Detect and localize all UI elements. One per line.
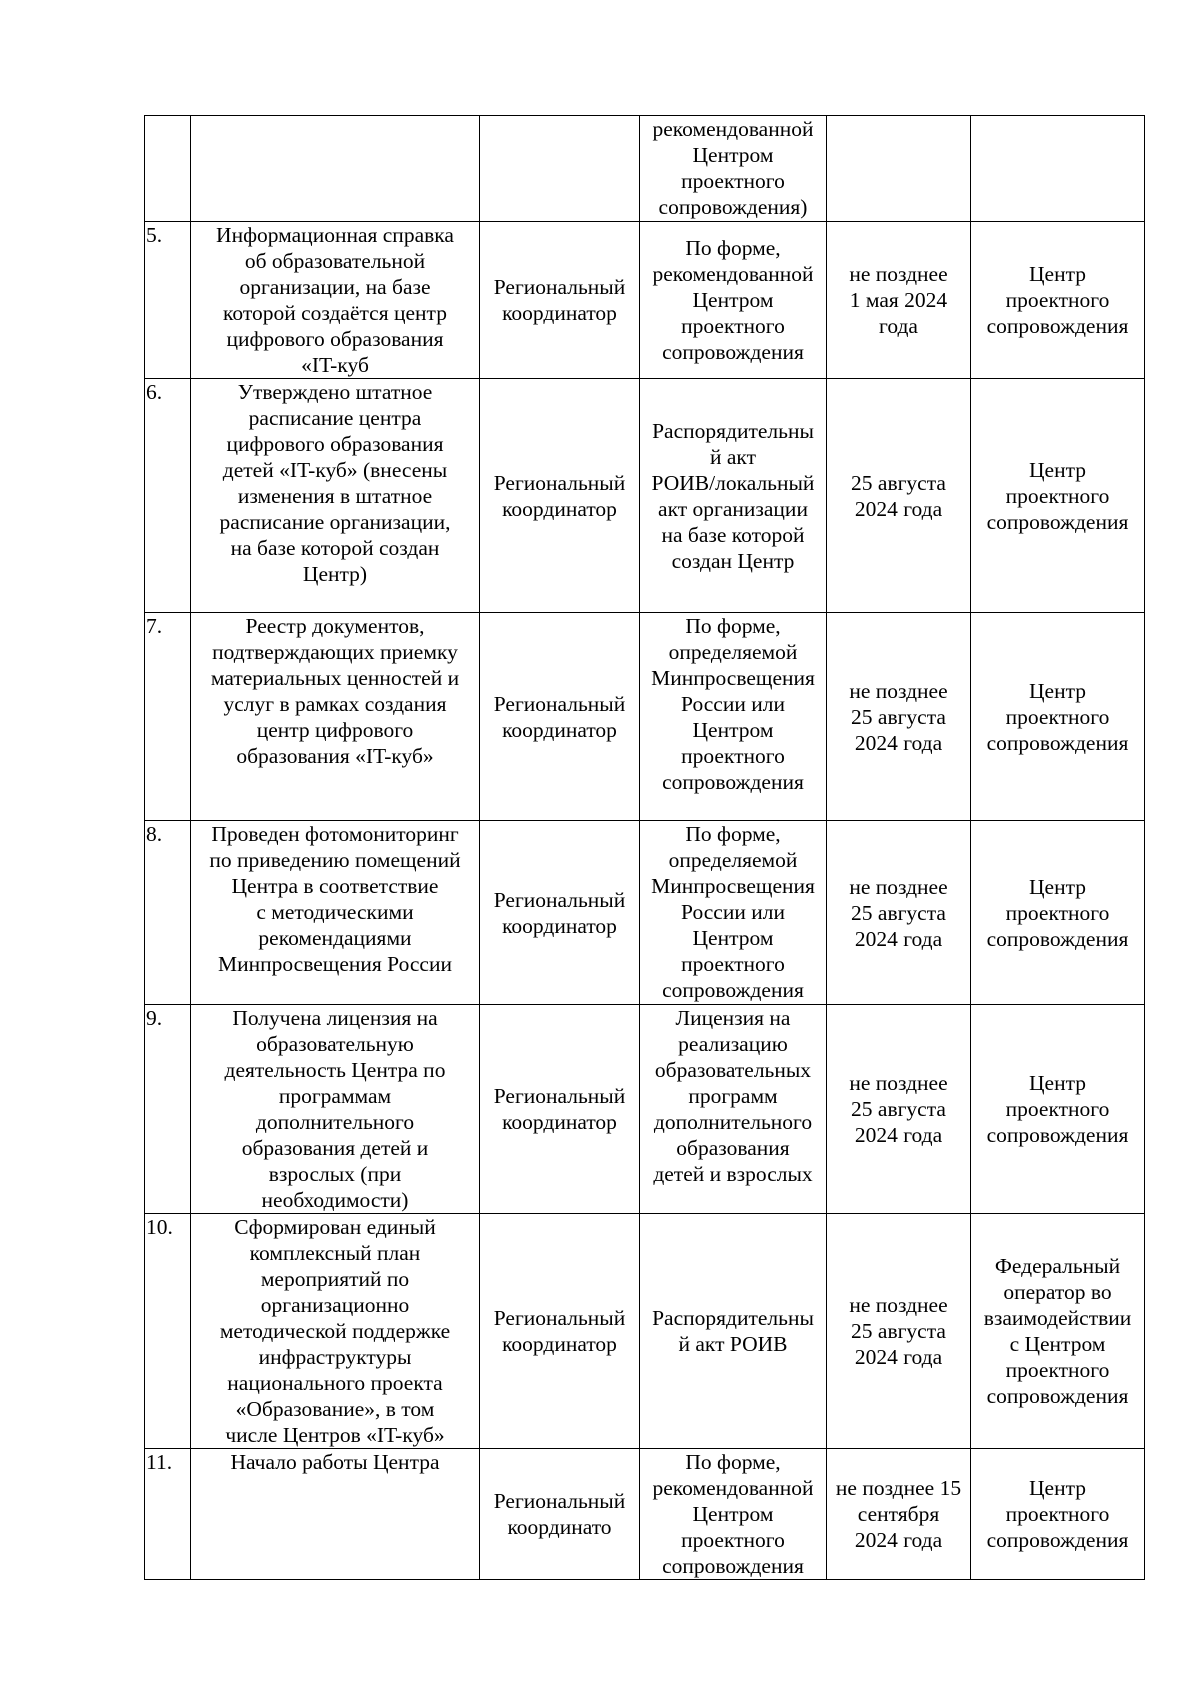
responsible: Региональный координатор bbox=[480, 613, 640, 821]
deadline: не позднее 25 августа 2024 года bbox=[827, 613, 971, 821]
deadline bbox=[827, 116, 971, 222]
document-form: По форме, рекомендованной Центром проектного сопровождения bbox=[640, 1449, 827, 1580]
item-name: Проведен фотомониторинг по приведению помещений Центра в соответствие с методическими рекомендациями Минпросвещения России bbox=[191, 821, 480, 1005]
table-row bbox=[145, 1214, 1145, 1449]
responsible: Региональный координатор bbox=[480, 1005, 640, 1214]
table-row bbox=[145, 613, 1145, 821]
item-name: Реестр документов, подтверждающих приемку материальных ценностей и услуг в рамках создания центр цифрового образования «IT-куб» bbox=[191, 613, 480, 821]
recipient: Центр проектного сопровождения bbox=[971, 1005, 1145, 1214]
row-number: 8. bbox=[145, 821, 191, 1005]
deliverables-table bbox=[144, 115, 1145, 1580]
recipient: Центр проектного сопровождения bbox=[971, 1449, 1145, 1580]
item-name: Получена лицензия на образовательную деятельность Центра по программам дополнительного образования детей и взрослых (при необходимости) bbox=[191, 1005, 480, 1214]
row-number: 10. bbox=[145, 1214, 191, 1449]
item-name: Информационная справка об образовательной организации, на базе которой создаётся центр цифрового образования «IT-куб bbox=[191, 222, 480, 379]
item-name: Утверждено штатное расписание центра цифрового образования детей «IT-куб» (внесены изменения в штатное расписание организации, на базе которой создан Центр) bbox=[191, 379, 480, 613]
deadline: не позднее 15 сентября 2024 года bbox=[827, 1449, 971, 1580]
document-form: По форме, рекомендованной Центром проектного сопровождения bbox=[640, 222, 827, 379]
deadline: не позднее 1 мая 2024 года bbox=[827, 222, 971, 379]
responsible: Региональный координатор bbox=[480, 222, 640, 379]
responsible bbox=[480, 116, 640, 222]
recipient bbox=[971, 116, 1145, 222]
recipient: Центр проектного сопровождения bbox=[971, 613, 1145, 821]
deadline: 25 августа 2024 года bbox=[827, 379, 971, 613]
document-form: рекомендованной Центром проектного сопровождения) bbox=[640, 116, 827, 222]
table-row bbox=[145, 1449, 1145, 1580]
recipient: Центр проектного сопровождения bbox=[971, 379, 1145, 613]
document-form: Распорядительны й акт РОИВ bbox=[640, 1214, 827, 1449]
responsible: Региональный координатор bbox=[480, 1214, 640, 1449]
table-row bbox=[145, 821, 1145, 1005]
deadline: не позднее 25 августа 2024 года bbox=[827, 1214, 971, 1449]
item-name: Начало работы Центра bbox=[191, 1449, 480, 1580]
deadline: не позднее 25 августа 2024 года bbox=[827, 821, 971, 1005]
table-row bbox=[145, 1005, 1145, 1214]
table-row bbox=[145, 222, 1145, 379]
item-name bbox=[191, 116, 480, 222]
row-number bbox=[145, 116, 191, 222]
deadline: не позднее 25 августа 2024 года bbox=[827, 1005, 971, 1214]
document-form: Лицензия на реализацию образовательных программ дополнительного образования детей и взрослых bbox=[640, 1005, 827, 1214]
item-name: Сформирован единый комплексный план мероприятий по организационно методической поддержке инфраструктуры национального проекта «Образование», в том числе Центров «IT-куб» bbox=[191, 1214, 480, 1449]
recipient: Федеральный оператор во взаимодействии с Центром проектного сопровождения bbox=[971, 1214, 1145, 1449]
table-row bbox=[145, 116, 1145, 222]
document-form: По форме, определяемой Минпросвещения России или Центром проектного сопровождения bbox=[640, 613, 827, 821]
row-number: 9. bbox=[145, 1005, 191, 1214]
table-row bbox=[145, 379, 1145, 613]
document-form: Распорядительны й акт РОИВ/локальный акт организации на базе которой создан Центр bbox=[640, 379, 827, 613]
recipient: Центр проектного сопровождения bbox=[971, 222, 1145, 379]
responsible: Региональный координатор bbox=[480, 821, 640, 1005]
responsible: Региональный координатор bbox=[480, 379, 640, 613]
row-number: 6. bbox=[145, 379, 191, 613]
document-form: По форме, определяемой Минпросвещения России или Центром проектного сопровождения bbox=[640, 821, 827, 1005]
row-number: 5. bbox=[145, 222, 191, 379]
row-number: 7. bbox=[145, 613, 191, 821]
row-number: 11. bbox=[145, 1449, 191, 1580]
recipient: Центр проектного сопровождения bbox=[971, 821, 1145, 1005]
responsible: Региональный координато bbox=[480, 1449, 640, 1580]
